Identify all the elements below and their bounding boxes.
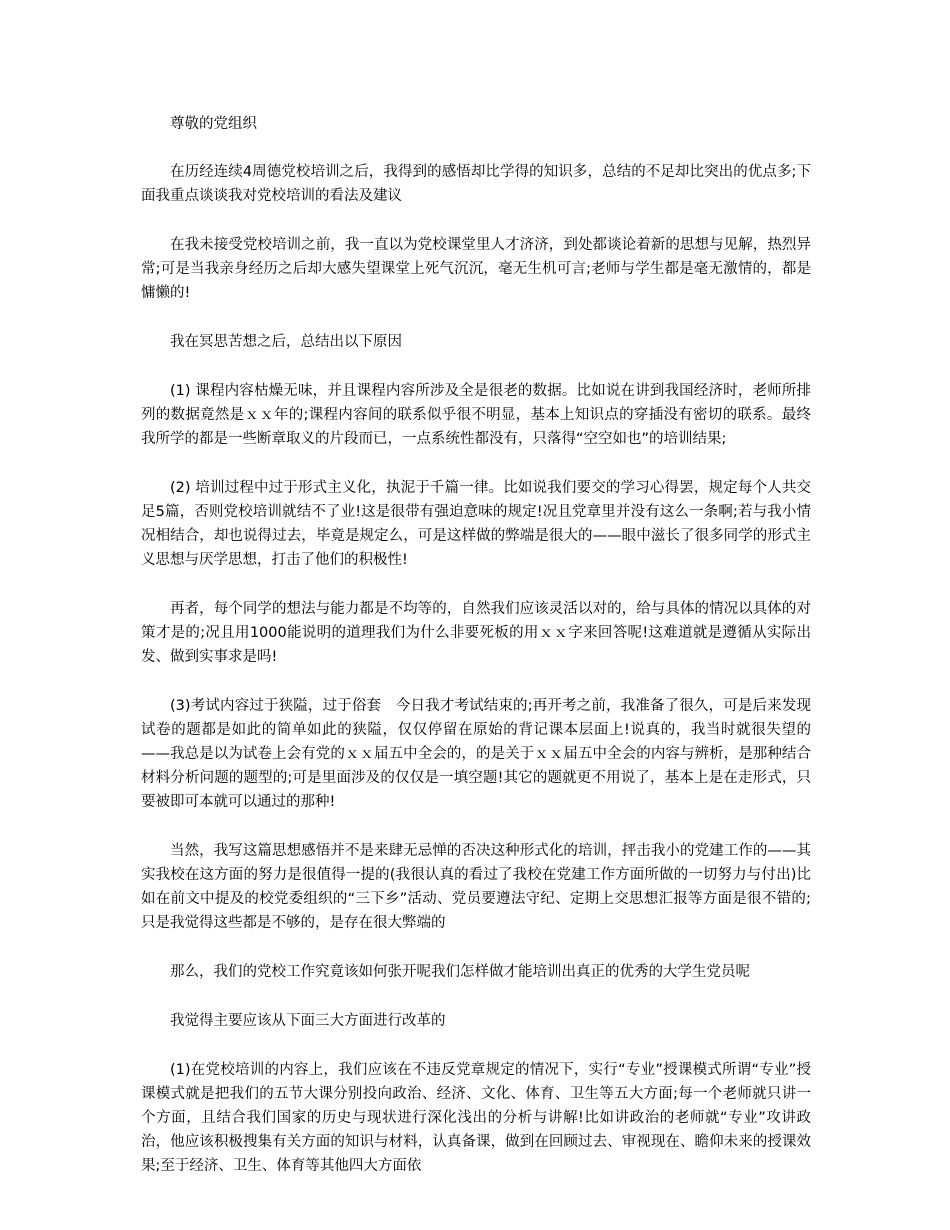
paragraph-reason-1: (1) 课程内容枯燥无味，并且课程内容所涉及全是很老的数据。比如说在讲到我国经济时，老师所排列的数据竟然是ｘｘ年的;课程内容间的联系似乎很不明显，基本上知识点的穿插没有密切的联系。最终我所学的都是一些断章取义的片段而已，一点系统性都没有，只落得“空空如也”的培训结果;: [141, 383, 811, 447]
paragraph-reform-1: (1)在党校培训的内容上，我们应该在不违反党章规定的情况下，实行“专业”授课模式所谓“专业”授课模式就是把我们的五节大课分别投向政治、经济、文化、体育、卫生等五大方面;每一个老师就只讲一个方面，且结合我们国家的历史与现状进行深化浅出的分析与讲解!比如讲政治的老师就“专业”攻讲政治，他应该积极搜集有关方面的知识与材料，认真备课，做到在回顾过去、审视现在、瞻仰未来的授课效果;至于经济、卫生、体育等其他四大方面依: [141, 1062, 811, 1174]
paragraph-intro: 在历经连续4周德党校培训之后，我得到的感悟却比学得的知识多，总结的不足却比突出的优点多;下面我重点谈谈我对党校培训的看法及建议: [141, 164, 811, 204]
paragraph-reform-lead: 我觉得主要应该从下面三大方面进行改革的: [170, 1013, 446, 1029]
salutation: 尊敬的党组织: [170, 116, 257, 132]
paragraph-reasons-lead: 我在冥思苦想之后，总结出以下原因: [170, 334, 402, 350]
paragraph-reason-3: (3)考试内容过于狭隘，过于俗套 今日我才考试结束的;再开考之前，我准备了很久，可是后来发现试卷的题都是如此的简单如此的狭隘，仅仅停留在原始的背记课本层面上!说真的，我当时就很失望的——我总是以为试卷上会有党的ｘｘ届五中全会的，的是关于ｘｘ届五中全会的内容与辨析，是那种结合材料分析问题的题型的;可是里面涉及的仅仅是一填空题!其它的题就更不用说了，基本上是在走形式，只要被即可本就可以通过的那种!: [141, 698, 811, 810]
paragraph-acknowledgement: 当然，我写这篇思想感悟并不是来肆无忌惮的否决这种形式化的培训，抨击我小的党建工作的——其实我校在这方面的努力是很值得一提的(我很认真的看过了我校在党建工作方面所做的一切努力与付出)比如在前文中提及的校党委组织的“三下乡”活动、党员要遵法守纪、定期上交思想汇报等方面是很不错的;只是我觉得这些都是不够的，是存在很大弊端的: [141, 843, 811, 931]
paragraph-reason-2: (2) 培训过程中过于形式主义化，执泥于千篇一律。比如说我们要交的学习心得罢，规定每个人共交足5篇，否则党校培训就结不了业!这是很带有强迫意味的规定!况且党章里并没有这么一条啊;若与我小情况相结合，却也说得过去，毕竟是规定么，可是这样做的弊端是很大的——眼中滋长了很多同学的形式主义思想与厌学思想，打击了他们的积极性!: [141, 480, 811, 568]
document-page: [141, 112, 811, 1178]
paragraph-question: 那么，我们的党校工作究竟该如何张开呢我们怎样做才能培训出真正的优秀的大学生党员呢: [170, 964, 750, 980]
paragraph-furthermore: 再者，每个同学的想法与能力都是不均等的，自然我们应该灵活以对的，给与具体的情况以具体的对策才是的;况且用1000能说明的道理我们为什么非要死板的用ｘｘ字来回答呢!这难道就是遵循从实际出发、做到实事求是吗!: [141, 601, 811, 665]
paragraph-expectation: 在我未接受党校培训之前，我一直以为党校课堂里人才济济，到处都谈论着新的思想与见解，热烈异常;可是当我亲身经历之后却大感失望课堂上死气沉沉，毫无生机可言;老师与学生都是毫无激情的，都是慵懒的!: [141, 237, 811, 301]
